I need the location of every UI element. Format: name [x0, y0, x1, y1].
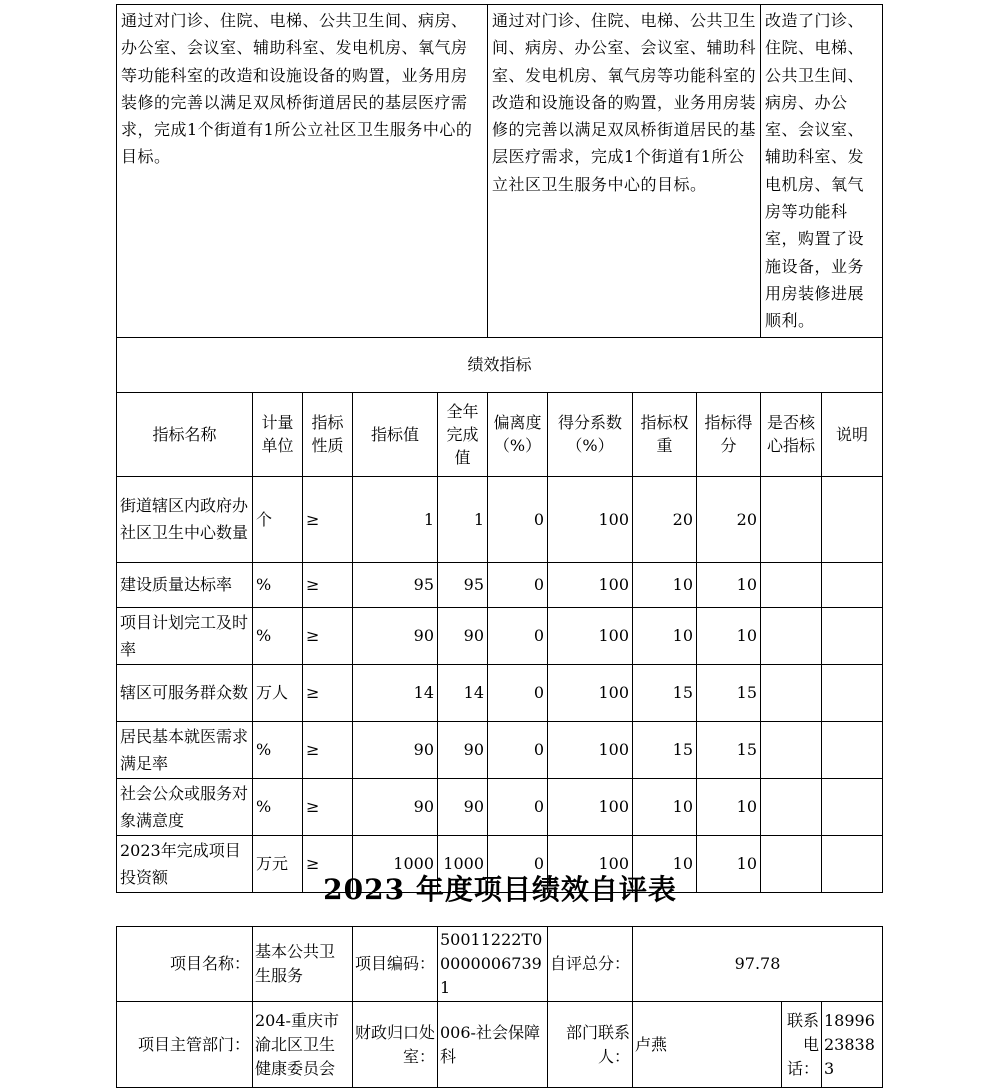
unit-cell: 个 — [253, 476, 303, 562]
score-cell: 10 — [697, 562, 761, 607]
contact-value: 卢燕 — [633, 1002, 782, 1088]
deviation-cell: 0 — [488, 664, 548, 721]
table-row — [117, 664, 883, 721]
table-row — [117, 607, 883, 664]
indicator-name-cell: 辖区可服务群众数 — [117, 664, 253, 721]
core-flag-cell — [761, 607, 822, 664]
actual-value-cell: 1 — [438, 476, 488, 562]
unit-cell: 万元 — [253, 835, 303, 892]
target-value-cell: 1000 — [353, 835, 438, 892]
target-value-cell: 1 — [353, 476, 438, 562]
note-cell — [822, 607, 883, 664]
dept-value: 204-重庆市渝北区卫生健康委员会 — [253, 1002, 353, 1088]
table-row — [117, 778, 883, 835]
core-flag-cell — [761, 778, 822, 835]
actual-value-cell: 90 — [438, 721, 488, 778]
nature-cell: ≥ — [303, 664, 353, 721]
actual-value-cell: 1000 — [438, 835, 488, 892]
weight-cell: 15 — [633, 721, 697, 778]
deviation-cell: 0 — [488, 562, 548, 607]
weight-cell: 10 — [633, 562, 697, 607]
unit-cell: % — [253, 607, 303, 664]
score-coef-cell: 100 — [548, 664, 633, 721]
weight-cell: 15 — [633, 664, 697, 721]
weight-cell: 20 — [633, 476, 697, 562]
target-value-cell: 90 — [353, 721, 438, 778]
phone-label: 联系电话： — [782, 1002, 822, 1088]
header-cell: 指标值 — [353, 392, 438, 476]
header-cell: 指标性质 — [303, 392, 353, 476]
score-coef-cell: 100 — [548, 721, 633, 778]
indicator-name-cell: 居民基本就医需求满足率 — [117, 721, 253, 778]
project-name-value: 基本公共卫生服务 — [253, 927, 353, 1002]
score-coef-cell: 100 — [548, 562, 633, 607]
self-score-label: 自评总分： — [548, 927, 633, 1002]
contact-label: 部门联系人： — [548, 1002, 633, 1088]
finance-value: 006-社会保障科 — [438, 1002, 548, 1088]
target-value-cell: 90 — [353, 778, 438, 835]
score-coef-cell: 100 — [548, 607, 633, 664]
note-cell — [822, 664, 883, 721]
core-flag-cell — [761, 562, 822, 607]
nature-cell: ≥ — [303, 778, 353, 835]
score-cell: 20 — [697, 476, 761, 562]
performance-table — [116, 4, 883, 893]
score-cell: 15 — [697, 664, 761, 721]
unit-cell: % — [253, 778, 303, 835]
indicator-name-cell: 项目计划完工及时率 — [117, 607, 253, 664]
header-cell: 是否核心指标 — [761, 392, 822, 476]
project-code-value: 50011222T000000067391 — [438, 927, 548, 1002]
nature-cell: ≥ — [303, 562, 353, 607]
weight-cell: 10 — [633, 778, 697, 835]
weight-cell: 10 — [633, 607, 697, 664]
unit-cell: % — [253, 721, 303, 778]
completion-cell: 改造了门诊、住院、电梯、公共卫生间、病房、办公室、会议室、辅助科室、发电机房、氧气房等功能科室，购置了设施设备，业务用房装修进展顺利。 — [761, 5, 883, 338]
score-cell: 10 — [697, 778, 761, 835]
finance-label: 财政归口处室： — [353, 1002, 438, 1088]
table-row — [117, 476, 883, 562]
nature-cell: ≥ — [303, 476, 353, 562]
deviation-cell: 0 — [488, 476, 548, 562]
annual-target-cell: 通过对门诊、住院、电梯、公共卫生间、病房、办公室、会议室、辅助科室、发电机房、氧气房等功能科室的改造和设施设备的购置，业务用房装修的完善以满足双凤桥街道居民的基层医疗需求，完成1个街道有1所公立社区卫生服务中心的目标。 — [117, 5, 488, 338]
unit-cell: 万人 — [253, 664, 303, 721]
period-target-cell: 通过对门诊、住院、电梯、公共卫生间、病房、办公室、会议室、辅助科室、发电机房、氧气房等功能科室的改造和设施设备的购置，业务用房装修的完善以满足双凤桥街道居民的基层医疗需求，完成1个街道有1所公立社区卫生服务中心的目标。 — [488, 5, 761, 338]
indicator-name-cell: 2023年完成项目投资额 — [117, 835, 253, 892]
score-cell: 15 — [697, 721, 761, 778]
deviation-cell: 0 — [488, 721, 548, 778]
header-cell: 说明 — [822, 392, 883, 476]
actual-value-cell: 90 — [438, 778, 488, 835]
weight-cell: 10 — [633, 835, 697, 892]
core-flag-cell — [761, 664, 822, 721]
header-cell: 指标得分 — [697, 392, 761, 476]
project-info-table — [116, 926, 883, 1088]
note-cell — [822, 476, 883, 562]
self-score-value: 97.78 — [633, 927, 883, 1002]
indicator-rows — [117, 476, 883, 892]
actual-value-cell: 90 — [438, 607, 488, 664]
score-coef-cell: 100 — [548, 476, 633, 562]
header-cell: 全年完成值 — [438, 392, 488, 476]
actual-value-cell: 95 — [438, 562, 488, 607]
target-value-cell: 14 — [353, 664, 438, 721]
unit-cell: % — [253, 562, 303, 607]
indicator-name-cell: 建设质量达标率 — [117, 562, 253, 607]
nature-cell: ≥ — [303, 835, 353, 892]
score-cell: 10 — [697, 607, 761, 664]
indicator-name-cell: 街道辖区内政府办社区卫生中心数量 — [117, 476, 253, 562]
section-title: 绩效指标 — [117, 337, 883, 392]
form-title: 2023 年度项目绩效自评表 — [323, 873, 677, 906]
nature-cell: ≥ — [303, 721, 353, 778]
table-header-row — [117, 392, 883, 476]
deviation-cell: 0 — [488, 778, 548, 835]
header-cell: 偏离度（%） — [488, 392, 548, 476]
core-flag-cell — [761, 476, 822, 562]
core-flag-cell — [761, 721, 822, 778]
header-cell: 计量单位 — [253, 392, 303, 476]
note-cell — [822, 721, 883, 778]
score-coef-cell: 100 — [548, 835, 633, 892]
note-cell — [822, 778, 883, 835]
target-value-cell: 90 — [353, 607, 438, 664]
deviation-cell: 0 — [488, 607, 548, 664]
dept-label: 项目主管部门： — [117, 1002, 253, 1088]
header-cell: 指标名称 — [117, 392, 253, 476]
actual-value-cell: 14 — [438, 664, 488, 721]
nature-cell: ≥ — [303, 607, 353, 664]
note-cell — [822, 562, 883, 607]
indicator-name-cell: 社会公众或服务对象满意度 — [117, 778, 253, 835]
target-value-cell: 95 — [353, 562, 438, 607]
project-name-label: 项目名称： — [117, 927, 253, 1002]
phone-value: 18996238383 — [822, 1002, 883, 1088]
table-row — [117, 562, 883, 607]
project-code-label: 项目编码： — [353, 927, 438, 1002]
table-row — [117, 721, 883, 778]
deviation-cell: 0 — [488, 835, 548, 892]
header-cell: 得分系数（%） — [548, 392, 633, 476]
score-coef-cell: 100 — [548, 778, 633, 835]
header-cell: 指标权重 — [633, 392, 697, 476]
score-cell: 10 — [697, 835, 761, 892]
